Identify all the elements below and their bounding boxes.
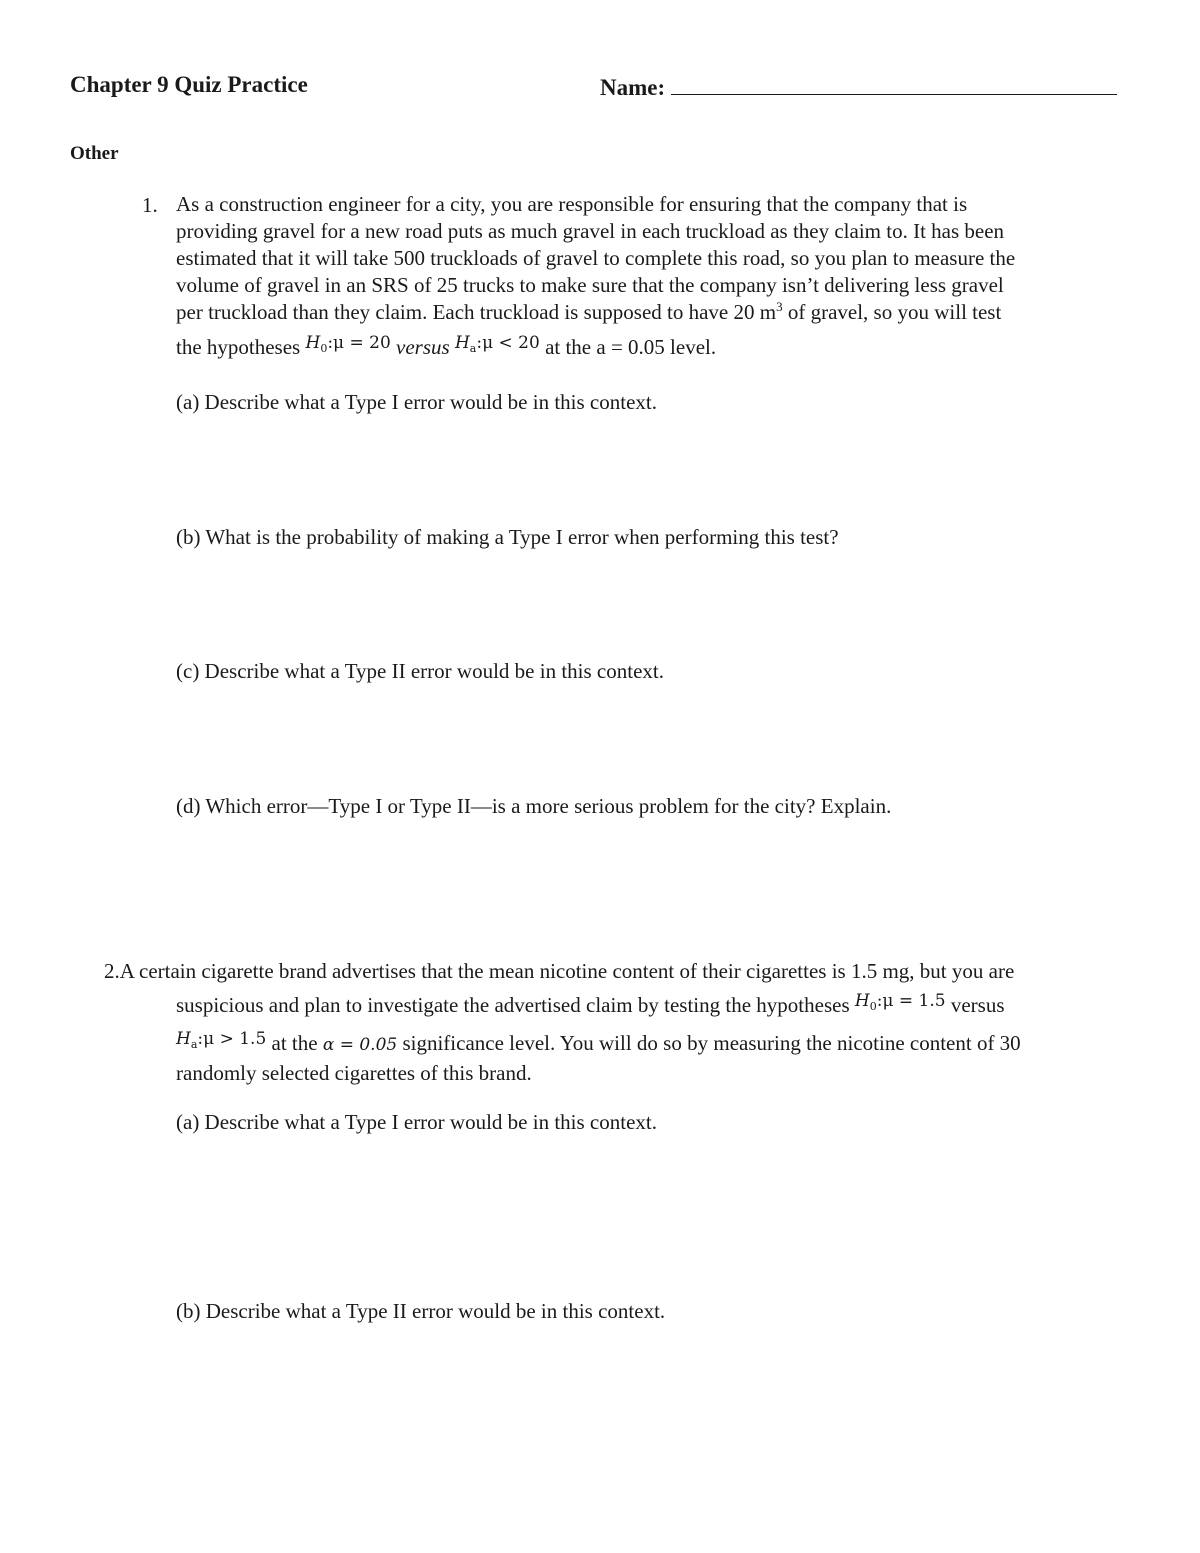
alternative-hypothesis <box>455 333 540 353</box>
math-relation: :μ = <box>327 333 370 353</box>
q2-line <box>176 992 1021 1022</box>
question-2-number: 2. <box>104 959 120 983</box>
math-value: 1.5 <box>239 1029 267 1049</box>
q2-part-b: (b) Describe what a Type II error would be in this context. <box>176 1299 666 1323</box>
q2-part-a: (a) Describe what a Type I error would be in this context. <box>176 1110 657 1134</box>
math-relation: :μ < <box>476 333 519 353</box>
math-subscript: a <box>190 1038 198 1051</box>
q1-part-b: (b) What is the probability of making a Type I error when performing this test? <box>176 525 839 549</box>
cubic-exponent: 3 <box>776 299 783 314</box>
name-label: Name: <box>600 75 666 100</box>
q2-line <box>176 1030 1021 1060</box>
null-hypothesis <box>305 333 390 353</box>
q1-part-c: (c) Describe what a Type II error would be in this context. <box>176 659 664 683</box>
page-title: Chapter 9 Quiz Practice <box>70 72 308 97</box>
math-subscript: 0 <box>869 1000 877 1013</box>
math-relation: :μ = <box>876 991 919 1011</box>
null-hypothesis <box>855 991 946 1011</box>
q1-part-a: (a) Describe what a Type I error would be in this context. <box>176 390 657 414</box>
math-var: H <box>454 333 470 353</box>
q2-line-text: significance level. You will do so by measuring the nicotine content of 30 <box>397 1031 1021 1055</box>
q2-line-text: at the <box>266 1031 323 1055</box>
math-value: 20 <box>369 333 391 353</box>
q1-line <box>176 299 1015 326</box>
q1-line <box>176 334 1015 364</box>
section-label: Other <box>70 143 119 164</box>
versus-text: versus <box>390 335 455 359</box>
alpha-level: α = 0.05 <box>322 1035 398 1055</box>
math-var: H <box>176 1029 191 1049</box>
q2-line-text: A certain cigarette brand advertises that the mean nicotine content of their cigarettes is 1.5 mg, but you are <box>119 959 1015 983</box>
math-var: H <box>305 333 321 353</box>
q1-line: volume of gravel in an SRS of 25 trucks to make sure that the company isn’t delivering less gravel <box>176 273 1004 297</box>
q1-line: As a construction engineer for a city, you are responsible for ensuring that the company that is <box>176 192 968 216</box>
question-2-text <box>176 992 1021 1087</box>
math-subscript: a <box>469 342 477 355</box>
q1-part-d: (d) Which error—Type I or Type II—is a more serious problem for the city? Explain. <box>176 794 892 818</box>
alternative-hypothesis <box>176 1029 266 1049</box>
q1-line-text: per truckload than they claim. Each truckload is supposed to have 20 m <box>176 300 777 324</box>
q1-line: providing gravel for a new road puts as much gravel in each truckload as they claim to. It has been <box>176 219 1005 243</box>
question-2-first-line <box>104 958 1014 985</box>
q1-line: estimated that it will take 500 truckloads of gravel to complete this road, so you plan to measure the <box>176 246 1016 270</box>
name-blank-line[interactable] <box>671 72 1117 95</box>
q1-line-text: at the a = 0.05 level. <box>539 335 717 359</box>
math-subscript: 0 <box>320 342 328 355</box>
question-1-text <box>176 191 1015 364</box>
q2-line-text: versus <box>945 993 1005 1017</box>
math-value: 20 <box>518 333 540 353</box>
q2-line: randomly selected cigarettes of this brand. <box>176 1061 532 1085</box>
question-1-number: 1. <box>142 193 158 217</box>
name-field <box>600 72 1117 101</box>
q1-line-text: of gravel, so you will test <box>782 300 1002 324</box>
q2-line-text: suspicious and plan to investigate the advertised claim by testing the hypotheses <box>176 993 855 1017</box>
math-value: 1.5 <box>918 991 946 1011</box>
math-var: H <box>854 991 870 1011</box>
math-relation: :μ > <box>197 1029 240 1049</box>
q1-line-text: the hypotheses <box>176 335 306 359</box>
